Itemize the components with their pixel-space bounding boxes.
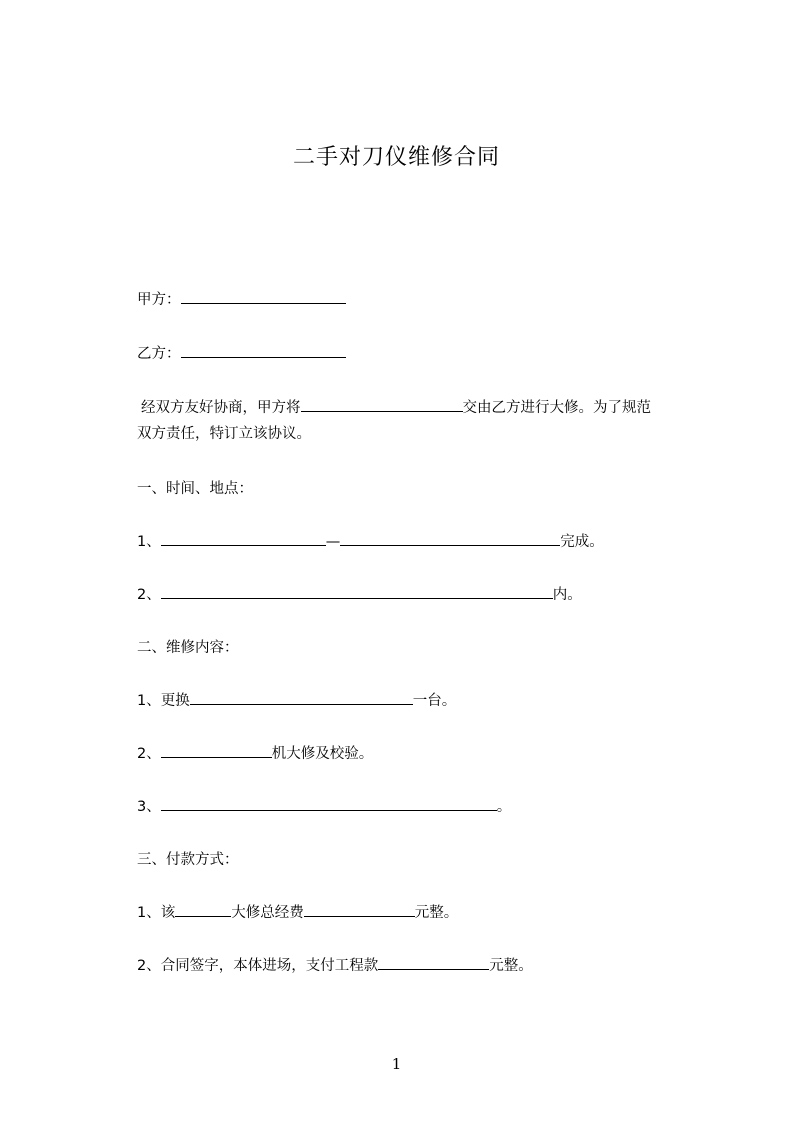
section2-heading: 二、维修内容： [137,640,239,656]
intro-text-1: 经双方友好协商，甲方将 [141,400,301,416]
party-a-blank[interactable] [181,290,346,304]
s1-item2-blank[interactable] [161,585,553,599]
s1-item1-num: 1、 [137,534,161,550]
section3-item1 [137,903,458,923]
party-b-label: 乙方： [137,346,181,362]
page-number: 1 [391,1055,402,1073]
party-a-label: 甲方： [137,292,181,308]
s1-item2-num: 2、 [137,587,161,603]
s3-item1-end: 元整。 [414,905,459,921]
s3-item2-blank[interactable] [378,956,489,970]
party-b-blank[interactable] [181,344,346,358]
s2-item1-num: 1、更换 [137,693,190,709]
document-title: 二手对刀仪维修合同 [292,145,500,170]
s1-item1-end: 完成。 [560,534,604,550]
s1-item2-end: 内。 [552,587,582,603]
s3-item2-num: 2、合同签字，本体进场，支付工程款 [137,958,379,974]
section1-item1 [137,532,604,552]
section3-heading: 三、付款方式： [137,852,239,868]
section3-item2 [137,956,533,976]
s2-item2-num: 2、 [137,746,161,762]
s2-item3-end: 。 [496,799,512,815]
intro-text-2: 交由乙方进行大修。为了规范 [462,400,651,416]
section1-heading: 一、时间、地点： [137,481,253,497]
s1-item1-blank-end[interactable] [340,532,560,546]
intro-paragraph [137,395,707,447]
intro-blank[interactable] [301,398,463,412]
s2-item2-blank[interactable] [161,744,272,758]
s3-item1-num: 1、该 [137,905,176,921]
s2-item2-end: 机大修及校验。 [271,746,374,762]
s2-item3-blank[interactable] [161,797,497,811]
s3-item1-blank-b[interactable] [304,903,415,917]
section2-item3 [137,797,511,817]
s3-item1-blank-a[interactable] [175,903,231,917]
party-a-line [137,290,346,310]
s2-item1-end: 一台。 [412,693,457,709]
section1-item2 [137,585,582,605]
party-b-line [137,344,346,364]
s2-item1-blank[interactable] [190,691,413,705]
s1-item1-blank-start[interactable] [161,532,326,546]
s1-item1-dash: — [325,534,341,550]
s3-item1-mid: 大修总经费 [231,905,304,921]
section2-item2 [137,744,373,764]
section2-item1 [137,691,456,711]
s2-item3-num: 3、 [137,799,161,815]
s3-item2-end: 元整。 [489,958,533,974]
intro-text-3: 双方责任，特订立该协议。 [137,426,311,442]
